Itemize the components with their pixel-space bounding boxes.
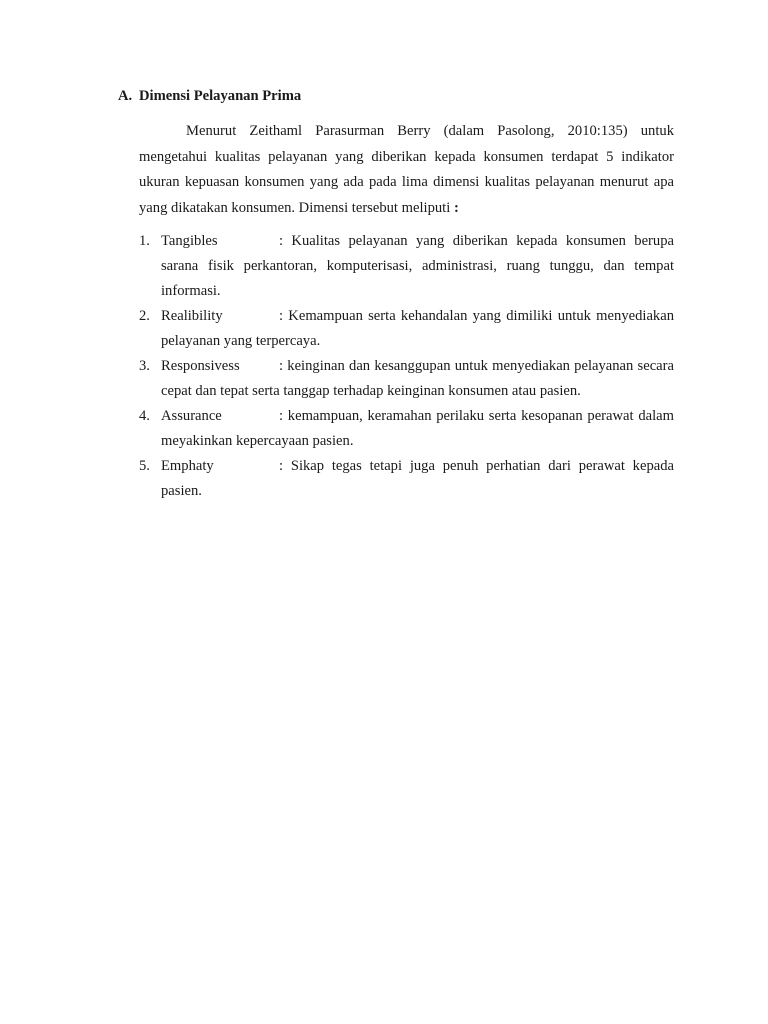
item-description: : keinginan dan kesanggupan untuk menyediakan pelayanan secara cepat dan tepat serta tanggap terhadap keinginan konsumen atau pasien. xyxy=(161,358,674,399)
list-item xyxy=(139,404,674,454)
item-term: Realibility xyxy=(161,308,223,324)
section-letter: A. xyxy=(118,88,133,104)
item-number: 3. xyxy=(139,358,150,374)
list-item xyxy=(139,304,674,354)
intro-colon: : xyxy=(453,200,459,217)
item-number: 5. xyxy=(139,458,150,474)
intro-paragraph xyxy=(139,119,674,222)
item-term: Responsivess xyxy=(161,358,240,374)
item-number: 4. xyxy=(139,408,150,424)
intro-text: Menurut Zeithaml Parasurman Berry (dalam Pasolong, 2010:135) untuk mengetahui kualitas pelayanan yang diberikan kepada konsumen terdapat 5 indikator ukuran kepuasan konsumen yang ada pada lima dimensi kualitas pelayanan menurut apa yang dikatakan konsumen. Dimensi tersebut meliputi xyxy=(139,123,674,217)
list-item xyxy=(139,354,674,404)
dimension-list xyxy=(139,229,674,504)
item-term: Emphaty xyxy=(161,458,214,474)
item-description: : kemampuan, keramahan perilaku serta kesopanan perawat dalam meyakinkan kepercayaan pasien. xyxy=(161,408,674,449)
section-heading xyxy=(118,86,301,106)
item-description: : Sikap tegas tetapi juga penuh perhatian dari perawat kepada pasien. xyxy=(161,458,674,499)
item-term: Tangibles xyxy=(161,233,218,249)
section-title: Dimensi Pelayanan Prima xyxy=(139,88,302,104)
list-item xyxy=(139,229,674,304)
list-item xyxy=(139,454,674,504)
item-number: 1. xyxy=(139,233,150,249)
item-description: : Kemampuan serta kehandalan yang dimiliki untuk menyediakan pelayanan yang terpercaya. xyxy=(161,308,674,349)
item-description: : Kualitas pelayanan yang diberikan kepada konsumen berupa sarana fisik perkantoran, komputerisasi, administrasi, ruang tunggu, dan tempat informasi. xyxy=(161,233,674,299)
item-term: Assurance xyxy=(161,408,222,424)
item-number: 2. xyxy=(139,308,150,324)
